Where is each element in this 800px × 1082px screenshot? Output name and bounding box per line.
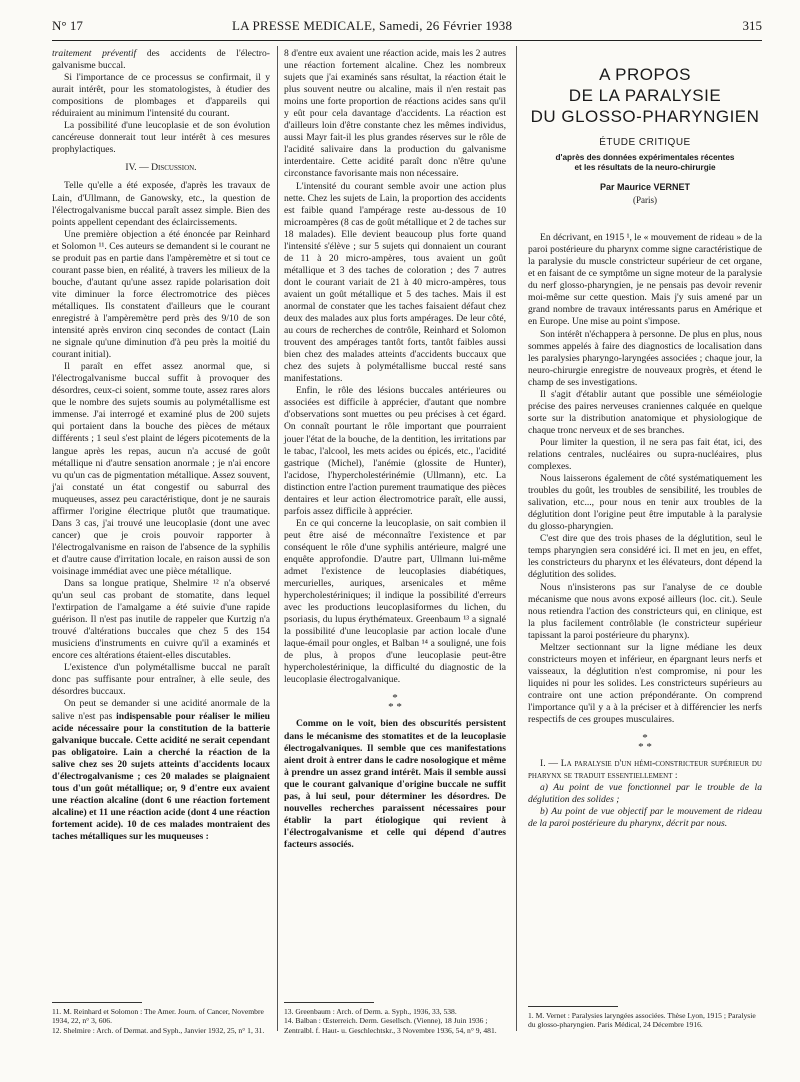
- footnote: 12. Shelmire : Arch. of Dermat. and Syph., Janvier 1932, 25, n° 1, 31.: [52, 1025, 265, 1035]
- column-1: [52, 48, 270, 843]
- section-heading: IV. — Discussion.: [125, 162, 197, 174]
- paragraph: Si l'importance de ce processus se confirmait, il y aurait intérêt, pour les stomatologistes, à étudier des compositions de plombages et d'appareils qui réduiraient au minimum l'intensité du courant.: [52, 72, 270, 120]
- paragraph: La possibilité d'une leucoplasie et de son évolution cancéreuse donnerait tout leur intérêt à ces mesures prophylactiques.: [52, 120, 270, 156]
- article-subtitle-detail: [528, 153, 762, 173]
- title-line: DU GLOSSO-PHARYNGIEN: [530, 107, 760, 126]
- footnotes-column-3: [528, 1006, 762, 1030]
- section-separator: * * *: [638, 732, 652, 754]
- paragraph: L'existence d'un polymétallisme buccal ne paraît donc pas suffisante pour entraîner, à elle seule, des désordres buccaux.: [52, 662, 270, 698]
- paragraph: Une première objection a été énoncée par Reinhard et Solomon ¹¹. Ces auteurs se demandent si le courant ne se produit pas en partie dans l'ampèremètre et si tout ce courant passe bien, en réalité, à travers les milieux de la bouche, d'autant qu'une assez rapide polarisation doit vite diminuer la force électromotrice des pièces métalliques. Ils constatent d'ailleurs que le courant enregistré à l'ampèremètre perd près des 9/10 de son intensité après environ cinq secondes de contact (Lain ne signale qu'une diminution d'à peu près la moitié du courant initial).: [52, 228, 270, 361]
- journal-title: LA PRESSE MEDICALE, Samedi, 26 Février 1938: [232, 18, 513, 33]
- running-header: [52, 18, 762, 41]
- column-rule-1: [277, 46, 278, 1031]
- paragraph: Nous n'insisterons pas sur l'analyse de ce double mécanisme que nous avons exposé ailleurs (loc. cit.). Seule nous retiendra l'action des constricteurs qui, en clinique, est la plus facilement contrôlable (le constricteur supérieur tapissant la paroi postérieure du pharynx).: [528, 581, 762, 641]
- paragraph: Telle qu'elle a été exposée, d'après les travaux de Lain, d'Ullmann, de Ganowsky, etc., la question de l'électrogalvanisme buccal paraît assez simple. Bien des points appellent cependant des éclaircissements.: [52, 180, 270, 228]
- paragraph: Il paraît en effet assez anormal que, si l'électrogalvanisme buccal suffit à provoquer des désordres, ceux-ci soient, somme toute, assez rares alors que le nombre des sujets soumis au polymétallisme est immense. J'ai interrogé et examiné plus de 200 sujets qui portaient dans la bouche des pièces de métaux différents ; 1 seul s'est plaint de légers picotements de la langue après les repas, aucun n'a accusé de goût métallique ni d'autre sensation anormale ; je n'ai encore vu qu'un cas de pigmentation métallique. Assez souvent, j'ai constaté un état congestif ou saburral des muqueuses, assez peu caractéristique, dont je ne saurais affirmer l'origine électrique plutôt que traumatique. Dans 3 cas, j'ai trouvé une leucoplasie (dont une avec cancer) que je crois pouvoir rapporter à l'électrogalvanisme en raison de l'absence de la syphilis et d'autre cause d'irritation locale, en raison aussi de son voisinage immédiat avec une pièce métallique.: [52, 361, 270, 577]
- paragraph: 8 d'entre eux avaient une réaction acide, mais les 2 autres une réaction fortement alcaline. Chez les nombreux sujets que j'ai examinés sans résultat, la réaction était le plus souvent neutre ou alcaline, mais il n'en restait pas moins une forte proportion de réactions acides sans qu'il y eût pour cela davantage d'accidents. La réaction est d'ailleurs loin d'être constante chez les mêmes individus, aussi Mayr fait-il les plus grandes réserves sur le rôle de l'acidité salivaire dans la production du galvanisme interdentaire. Cette acidité paraît donc n'être qu'une circonstance favorisante mais non nécessaire.: [284, 48, 506, 180]
- paragraph: b) Au point de vue objectif par le mouvement de rideau de la paroi postérieure du pharynx, décrit par nous.: [528, 806, 762, 830]
- text: On peut se demander si une acidité anormale de la salive n'est pas: [52, 698, 270, 722]
- column-3: [528, 48, 762, 830]
- article-title: [528, 64, 762, 127]
- paragraph: Il s'agit d'établir autant que possible une séméiologie précise des paires nerveuses craniennes calquée en quelque sorte sur la distribution anatomique et physiologique de chaque tronc nerveux et de ses branches.: [528, 388, 762, 436]
- text: des accidents de l'électro-galvanisme buccal.: [52, 48, 270, 72]
- subtitle-line: d'après des données expérimentales récentes: [555, 153, 735, 163]
- section-separator: * * *: [388, 692, 402, 714]
- paragraph: Dans sa longue pratique, Shelmire ¹² n'a observé qu'un seul cas probant de stomatite, dans lequel l'extirpation de l'amalgame a été suivie d'une rapide guérison. Il n'est pas inutile de rappeler que Kurtzig n'a trouvé d'altérations buccales que chez 5 des 154 musiciens d'instruments en cuivre qu'il a examinés et encore ces altérations étaient-elles discutables.: [52, 578, 270, 662]
- paragraph: Meltzer sectionnant sur la ligne médiane les deux constricteurs moyen et inférieur, en épargnant leurs nerfs et vaisseaux, la déglutition n'est compromise, ni pour les liquides ni pour les solides. Les constricteurs supérieurs au contraire ont une action prépondérante. On comprend l'importance qu'il y a à la préciser et à différencier les nerfs respectifs de ces groupes musculaires.: [528, 641, 762, 726]
- subtitle-line: et les résultats de la neuro-chirurgie: [574, 163, 716, 173]
- article-subtitle: ÉTUDE CRITIQUE: [599, 137, 691, 148]
- footnote: 14. Balban : Œsterreich. Derm. Gesellsch. (Vienne), 18 Juin 1936 ; Zentralbl. f. Haut- u. Geschlechtskr., 3 Novembre 1936, 54, n° 9, 481.: [284, 1016, 497, 1035]
- issue-number: N° 17: [52, 18, 83, 33]
- paragraph: a) Au point de vue fonctionnel par le trouble de la déglutition des solides ;: [528, 782, 762, 806]
- title-line: DE LA PARALYSIE: [568, 86, 722, 105]
- author-byline: Par Maurice VERNET: [599, 182, 691, 193]
- emphasis: traitement préventif: [52, 48, 137, 59]
- paragraph: En décrivant, en 1915 ¹, le « mouvement de rideau » de la paroi postérieure du pharynx comme signe caractéristique de la paralysie du muscle constricteur supérieur de cet organe, et en faisant de ce symptôme un signe moteur de la paralysie du nerf glosso-pharyngien, je ne pensais pas devoir revenir moi-même sur cette question. Mais j'y suis amené par un grand nombre de travaux intéressants parus en Amérique et en Europe. Une mise au point s'impose.: [528, 232, 762, 328]
- paragraph: Nous laisserons également de côté systématiquement les troubles du goût, les troubles de sensibilité, les troubles de salivation, etc..., pour nous en tenir aux troubles de la déglutition dont l'origine peut être imputable à la paralysie du glosso-pharyngien.: [528, 473, 762, 533]
- bold-text: indispensable pour réaliser le milieu acide nécessaire pour la constitution de la batterie galvanique buccale. Cette acidité ne serait cependant pas obligatoire. Lain a cherché la réaction de la salive chez ses 20 sujets atteints d'accidents locaux d'électrogalvanisme ; ces 20 malades se plaignaient tous d'un goût métallique; or, 9 d'entre eux avaient une réaction alcaline (dont 6 une réaction fortement alcaline) et 11 une réaction acide (dont 4 une réaction fortement acide). 10 de ces malades montraient des taches métalliques sur les muqueuses :: [52, 710, 271, 842]
- title-line: A PROPOS: [599, 65, 691, 84]
- column-rule-2: [516, 46, 517, 1031]
- paragraph: Comme on le voit, bien des obscurités persistent dans le mécanisme des stomatites et de la leucoplasie électrogalvaniques. Il semble que ces manifestations aient droit à entrer dans le cadre nosologique et même à prendre un assez grand intérêt. Mais il semble aussi que le courant galvanique d'origine buccale ne suffit pas, à lui seul, pour déterminer les désordres. De nouvelles recherches paraissent nécessaires pour établir la part étiologique qui revient à l'électrogalvanisme et celle qui dépend d'autres facteurs associés.: [284, 718, 506, 850]
- paragraph: [52, 698, 270, 843]
- paragraph: Enfin, le rôle des lésions buccales antérieures ou associées est difficile à apprécier, d'autant que nombre d'observations sont muettes ou peu précises à cet égard. On connaît pourtant le rôle important que pourraient jouer l'état de la bouche, de la dentition, les irritations par le tabac, l'alcool, les mets acides ou épicés, etc., l'acidité gastrique (Michel), l'anémie (glossite de Hunter), l'acidose, l'hypercholestérinémie (Ullmann), etc. La distinction entre l'action purement traumatique des pièces dentaires et leur action électromotrice paraît, elle aussi, parfois assez difficile à apprécier.: [284, 385, 506, 517]
- page-number: 315: [742, 18, 762, 33]
- paragraph: [52, 48, 270, 72]
- footnotes-column-2: [284, 1002, 506, 1035]
- paragraph: Son intérêt n'échappera à personne. De plus en plus, nous sommes appelés à faire des diagnostics de localisation dans les paralysies pharyngo-laryngées associées ; chaque jour, la neuro-chirurgie enregistre de nouveaux progrès, et étend le champ de ses investigations.: [528, 328, 762, 388]
- footnote: 11. M. Reinhard et Solomon : The Amer. Journ. of Cancer, Novembre 1934, 22, n° 3, 606.: [52, 1007, 264, 1026]
- paragraph: En ce qui concerne la leucoplasie, on sait combien il peut être aisé de méconnaître l'existence et par conséquent le rôle d'une syphilis antérieure, malgré une enquête approfondie. D'autre part, Ullmann lui-même admet l'existence de leucoplasies diabétiques, mercurielles, auriques, arsenicales et même hypercholestériniques; il indique la possibilité d'erreurs avec les productions leucoplasiformes du lichen, du psoriasis, du lupus érythémateux. Greenbaum ¹³ a signalé la possibilité d'une leucoplasie par action locale d'une laque-émail pour ongles, et Balban ¹⁴ a souligné, une fois de plus, à propos d'une leucoplasie peut-être hypercholestérinique, la difficulté du diagnostic de la leucoplasie électrogalvanique.: [284, 517, 506, 686]
- paragraph: C'est dire que des trois phases de la déglutition, seul le temps pharyngien sera considéré ici. Il met en jeu, en effet, les constricteurs du pharynx et les élévateurs, dont dépend la déglutition des solides.: [528, 533, 762, 581]
- footnote: 1. M. Vernet : Paralysies laryngées associées. Thèse Lyon, 1915 ; Paralysie du glosso-pharyngien. Paris Médical, 24 Décembre 1916.: [528, 1011, 756, 1030]
- paragraph: Pour limiter la question, il ne sera pas fait état, ici, des relations centrales, nucléaires ou supra-nucléaires, plus complexes.: [528, 436, 762, 473]
- footnotes-column-1: [52, 1002, 270, 1035]
- author-location: (Paris): [633, 195, 657, 206]
- paragraph: I. — La paralysie d'un hémi-constricteur supérieur du pharynx se traduit essentiellement :: [528, 758, 762, 782]
- column-2: [284, 48, 506, 851]
- footnote: 13. Greenbaum : Arch. of Derm. a. Syph., 1936, 33, 538.: [284, 1007, 457, 1016]
- paragraph: L'intensité du courant semble avoir une action plus nette. Chez les sujets de Lain, la proportion des accidents est faible quand l'ampérage reste au-dessous de 10 microampères (8 cas de goût métallique et 2 de taches sur 18 malades). Elle devient beaucoup plus forte quand l'intensité s'élève ; sur 5 sujets qui donnaient un courant de 11 à 20 micro-ampères, tous avaient un goût métallique et 3 des taches de coloration ; des 7 autres dont le courant variait de 21 à 40 micro-ampères, tous avaient un goût métallique et 5 des taches. Mais il est anormal de constater que les taches faisaient défaut chez deux des malades aux plus forts ampérages. De leur côté, au cours de recherches de contrôle, Reinhard et Solomon trouvent des ampérages tantôt forts, tantôt faibles aussi bien chez des malades atteints d'accidents buccaux que chez des sujets à polymétallisme buccal resté sans manifestations.: [284, 180, 506, 385]
